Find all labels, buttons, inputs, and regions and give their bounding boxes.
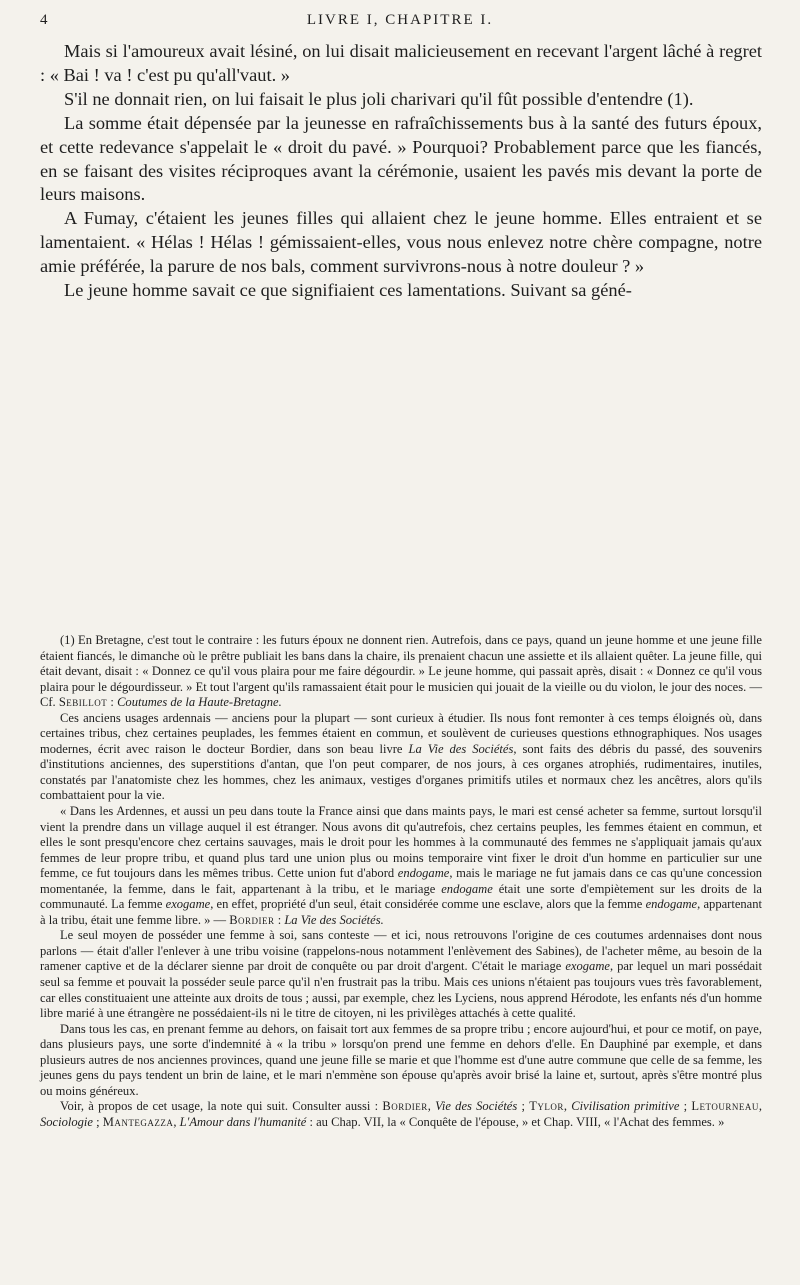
author-name: Letourneau (691, 1099, 759, 1114)
book-title: L'Amour dans l'humanité (179, 1114, 307, 1129)
paragraph-2: S'il ne donnait rien, on lui faisait le plus joli charivari qu'il fût possible d'entendre (1). (64, 88, 694, 109)
footnote-paragraph-4: Le seul moyen de posséder une femme à soi, sans conteste — et ici, nous retrouvons l'origine de ces coutumes ardennaises dont nous parlons — était d'aller l'enlever à une tribu voisine (rappelons-nous notamment l'enlèvement des Sabines), de l'acheter même, au besoin de la ramener captive et de la déclarer sienne par droit de conquête ou par droit d'argent. C'était le mariage exogame, par lequel un mari possédait seul sa femme et pouvait la posséder seule parce qu'il n'en frustrait pas la tribu. Mais ces unions n'étaient pas toujours vues très favorablement, car elles constituaient une atteinte aux droits de tous ; aussi, par exemple, chez les Lyciens, nous apprend Hérodote, les enfants nés d'un homme libre marié à une étrangère ne possédaient-ils ni le titre de citoyen, ni les privilèges attachés à cette qualité. (40, 928, 763, 1021)
book-title: Vie des Sociétés (435, 1099, 518, 1114)
footnote-1: (1) En Bretagne, c'est tout le contraire : les futurs époux ne donnent rien. Autrefois, dans ce pays, quand un jeune homme et une jeune fille étaient fiancés, le dimanche où le prêtre publiait les bans dans la chaire, ils prenaient chacun une assiette et ils allaient quêter. La jeune fille, qui était devant, disait : « Donnez ce qu'il vous plaira pour me faire dégourdir. » Le jeune homme, qui passait après, disait : « Donnez ce qu'il vous plaira pour le dégourdisseur. » Et tout l'argent qu'ils ramassaient était pour le musicien qui jouait de la vieille ou du violon, le jour des noces. — Cf. Sebillot : Coutumes de la Haute-Bretagne. (40, 633, 762, 710)
author-name: Bordier (382, 1099, 428, 1114)
footnotes (40, 633, 762, 1131)
main-text (40, 40, 762, 303)
book-title: Coutumes de la Haute-Bretagne. (117, 695, 282, 710)
book-title: La Vie des Sociétés (408, 741, 514, 756)
paragraph-5: Le jeune homme savait ce que signifiaient ces lamentations. Suivant sa géné- (64, 280, 632, 301)
author-name: Tylor (529, 1099, 564, 1114)
footnote-paragraph-5: Dans tous les cas, en prenant femme au dehors, on faisait tort aux femmes de sa propre tribu ; encore aujourd'hui, et pour ce motif, on paye, dans plusieurs pays, une sorte d'indemnité à « la tribu » lorsqu'on prend une femme en dehors d'elle. En Dauphiné par exemple, et dans plusieurs autres de nos anciennes provinces, quand une jeune fille se marie et que l'homme est d'une autre commune que celle de sa femme, les jeunes gens du pays tendent un brin de laine, et le mari n'emmène son épouse qu'après avoir brisé la laine et, surtout, après s'être montré plus ou moins généreux. (40, 1021, 762, 1098)
page-header (40, 12, 760, 32)
footnote-paragraph-3: « Dans les Ardennes, et aussi un peu dans toute la France ainsi que dans maints pays, le mari est censé acheter sa femme, surtout lorsqu'il vient la prendre dans un village auquel il est étranger. Nous avons dit qu'autrefois, chez certains peuples, les femmes étaient en commun, et elles le sont presqu'encore chez certains sauvages, mais le droit pour les hommes à la communauté des femmes ne s'appliquait jamais qu'aux femmes de leur propre tribu, et quand plus tard une union plus ou moins temporaire vint fixer le droit d'un homme en particulier sur une femme, ce fut toujours dans les mêmes tribus. Cette union fut d'abord endogame, mais le mariage ne fut jamais dans ce cas qu'une concession momentanée, la femme, dans le fait, appartenant à la tribu, et le mariage endogame était une sorte d'empiètement sur les droits de la communauté. La femme exogame, en effet, propriété d'un seul, était considérée comme une esclave, alors que la femme endogame, appartenant à la tribu, était une femme libre. » — Bordier : La Vie des Sociétés. (40, 804, 762, 927)
footnote-paragraph-6: Voir, à propos de cet usage, la note qui suit. Consulter aussi : Bordier, Vie des Sociétés ; Tylor, Civilisation primitive ; Letourneau, Sociologie ; Mantegazza, L'Amour dans l'humanité : au Chap. VII, la « Conquête de l'épouse, » et Chap. VIII, « l'Achat des femmes. » (40, 1099, 763, 1129)
author-name: Mantegazza (102, 1114, 174, 1129)
author-name: Sebillot (58, 695, 108, 710)
paragraph-4: A Fumay, c'étaient les jeunes filles qui allaient chez le jeune homme. Elles entraient et se lamentaient. « Hélas ! Hélas ! gémissaient-elles, vous nous enlevez notre chère compagne, notre amie préférée, la parure de nos bals, comment survivrons-nous à notre douleur ? » (40, 208, 762, 277)
page-number: 4 (40, 12, 50, 28)
footnote-paragraph-2: Ces anciens usages ardennais — anciens pour la plupart — sont curieux à étudier. Ils nous font remonter à ces temps éloignés où, dans certaines tribus, chez certaines peuplades, les femmes étaient en commun, et soulèvent de curieuses questions ethnographiques. Nos usages modernes, écrit avec raison le docteur Bordier, dans son beau livre La Vie des Sociétés, sont faits des débris du passé, des souvenirs d'institutions anciennes, des superstitions d'antan, que l'on peut comparer, de nos jours, à ces organes atrophiés, rudimentaires, inutiles, constatés par l'anatomiste chez les hommes, chez les animaux, vestiges d'organes primitifs utiles et normaux chez les ancêtres, alors qu'ils combattaient pour la vie. (40, 710, 762, 803)
book-title: Sociologie (40, 1114, 93, 1129)
running-title: LIVRE I, CHAPITRE I. (306, 12, 494, 28)
paragraph-1: Mais si l'amoureux avait lésiné, on lui disait malicieusement en recevant l'argent lâché à regret : « Bai ! va ! c'est pu qu'all'vaut. » (40, 41, 762, 85)
paragraph-3: La somme était dépensée par la jeunesse en rafraîchissements bus à la santé des futurs époux, et cette redevance s'appelait le « droit du pavé. » Pourquoi? Probablement parce que les fiancés, en se faisant des visites réciproques avant la cérémonie, usaient les pavés mis devant la porte de leurs maisons. (40, 112, 762, 205)
book-title: La Vie des Sociétés. (284, 912, 384, 927)
book-title: Civilisation primitive (571, 1099, 680, 1114)
author-name: Bordier (229, 912, 275, 927)
